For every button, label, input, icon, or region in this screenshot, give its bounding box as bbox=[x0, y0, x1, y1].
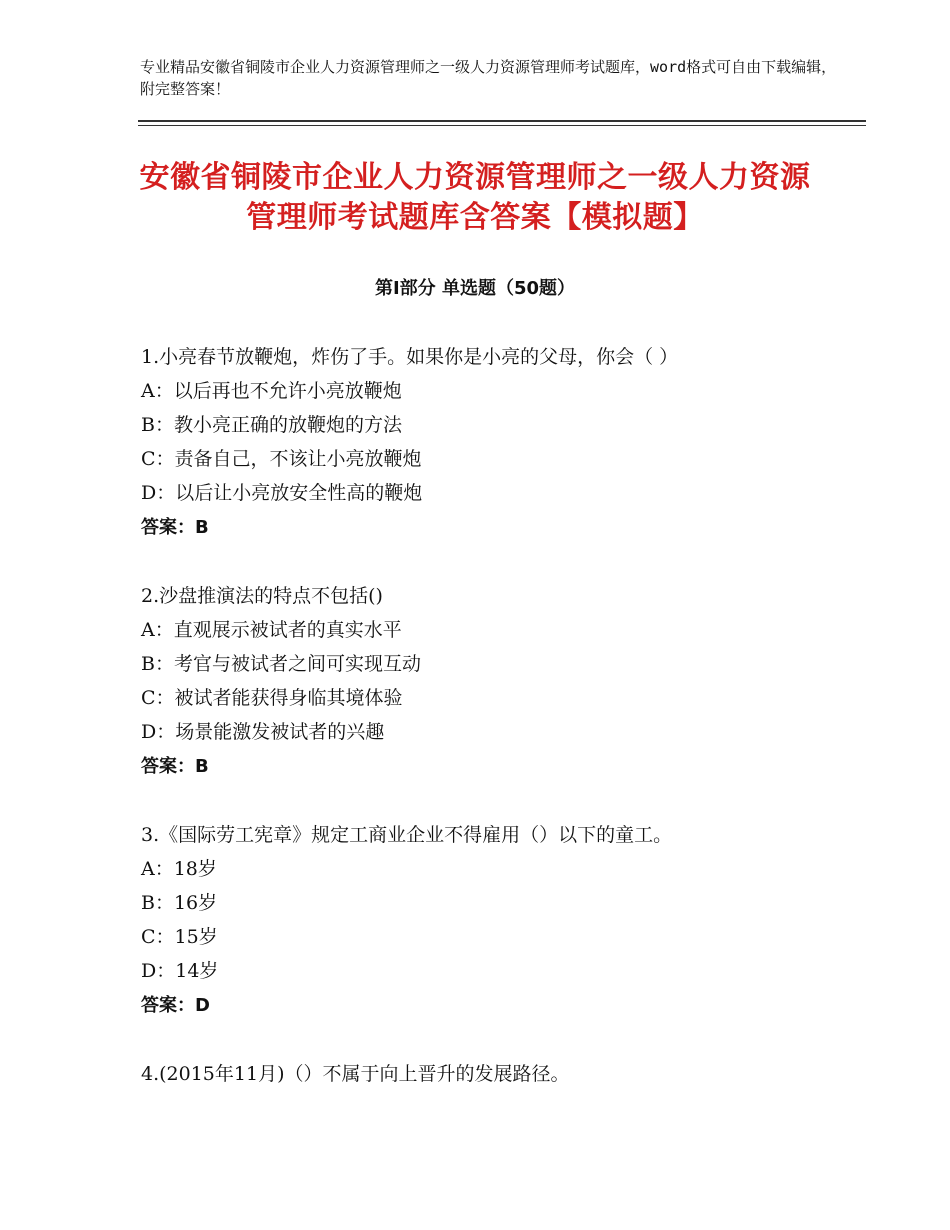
question-2-option-a: A：直观展示被试者的真实水平 bbox=[141, 619, 402, 641]
question-3-option-c: C：15岁 bbox=[141, 926, 218, 948]
header-divider-thick bbox=[138, 120, 866, 122]
document-title: 安徽省铜陵市企业人力资源管理师之一级人力资源管理师考试题库含答案【模拟题】 bbox=[139, 160, 811, 235]
question-2-option-b: B：考官与被试者之间可实现互动 bbox=[141, 653, 421, 675]
question-3-option-b: B：16岁 bbox=[141, 892, 218, 914]
question-1-stem: 1.小亮春节放鞭炮，炸伤了手。如果你是小亮的父母，你会（ ） bbox=[141, 346, 679, 368]
question-1-option-c: C：责备自己，不该让小亮放鞭炮 bbox=[141, 448, 422, 470]
question-3-answer: 答案：D bbox=[141, 995, 210, 1016]
section-title: 第Ⅰ部分 单选题（50题） bbox=[374, 278, 575, 299]
question-1-option-b: B：教小亮正确的放鞭炮的方法 bbox=[141, 414, 402, 436]
question-3-stem: 3.《国际劳工宪章》规定工商业企业不得雇用（）以下的童工。 bbox=[141, 824, 673, 846]
question-2-option-c: C：被试者能获得身临其境体验 bbox=[141, 687, 403, 709]
question-4-stem: 4.(2015年11月)（）不属于向上晋升的发展路径。 bbox=[141, 1063, 570, 1085]
header-divider-thin bbox=[138, 125, 866, 126]
question-1-answer: 答案：B bbox=[141, 517, 209, 538]
question-3-option-d: D：14岁 bbox=[141, 960, 219, 982]
question-2-option-d: D：场景能激发被试者的兴趣 bbox=[141, 721, 385, 743]
header-note: 专业精品安徽省铜陵市企业人力资源管理师之一级人力资源管理师考试题库，word格式可自由下载编辑，附完整答案！ bbox=[140, 58, 837, 98]
question-2-answer: 答案：B bbox=[141, 756, 209, 777]
question-2-stem: 2.沙盘推演法的特点不包括() bbox=[141, 585, 383, 607]
question-3-option-a: A：18岁 bbox=[141, 858, 217, 880]
question-1-option-d: D：以后让小亮放安全性高的鞭炮 bbox=[141, 482, 423, 504]
question-1-option-a: A：以后再也不允许小亮放鞭炮 bbox=[141, 380, 402, 402]
